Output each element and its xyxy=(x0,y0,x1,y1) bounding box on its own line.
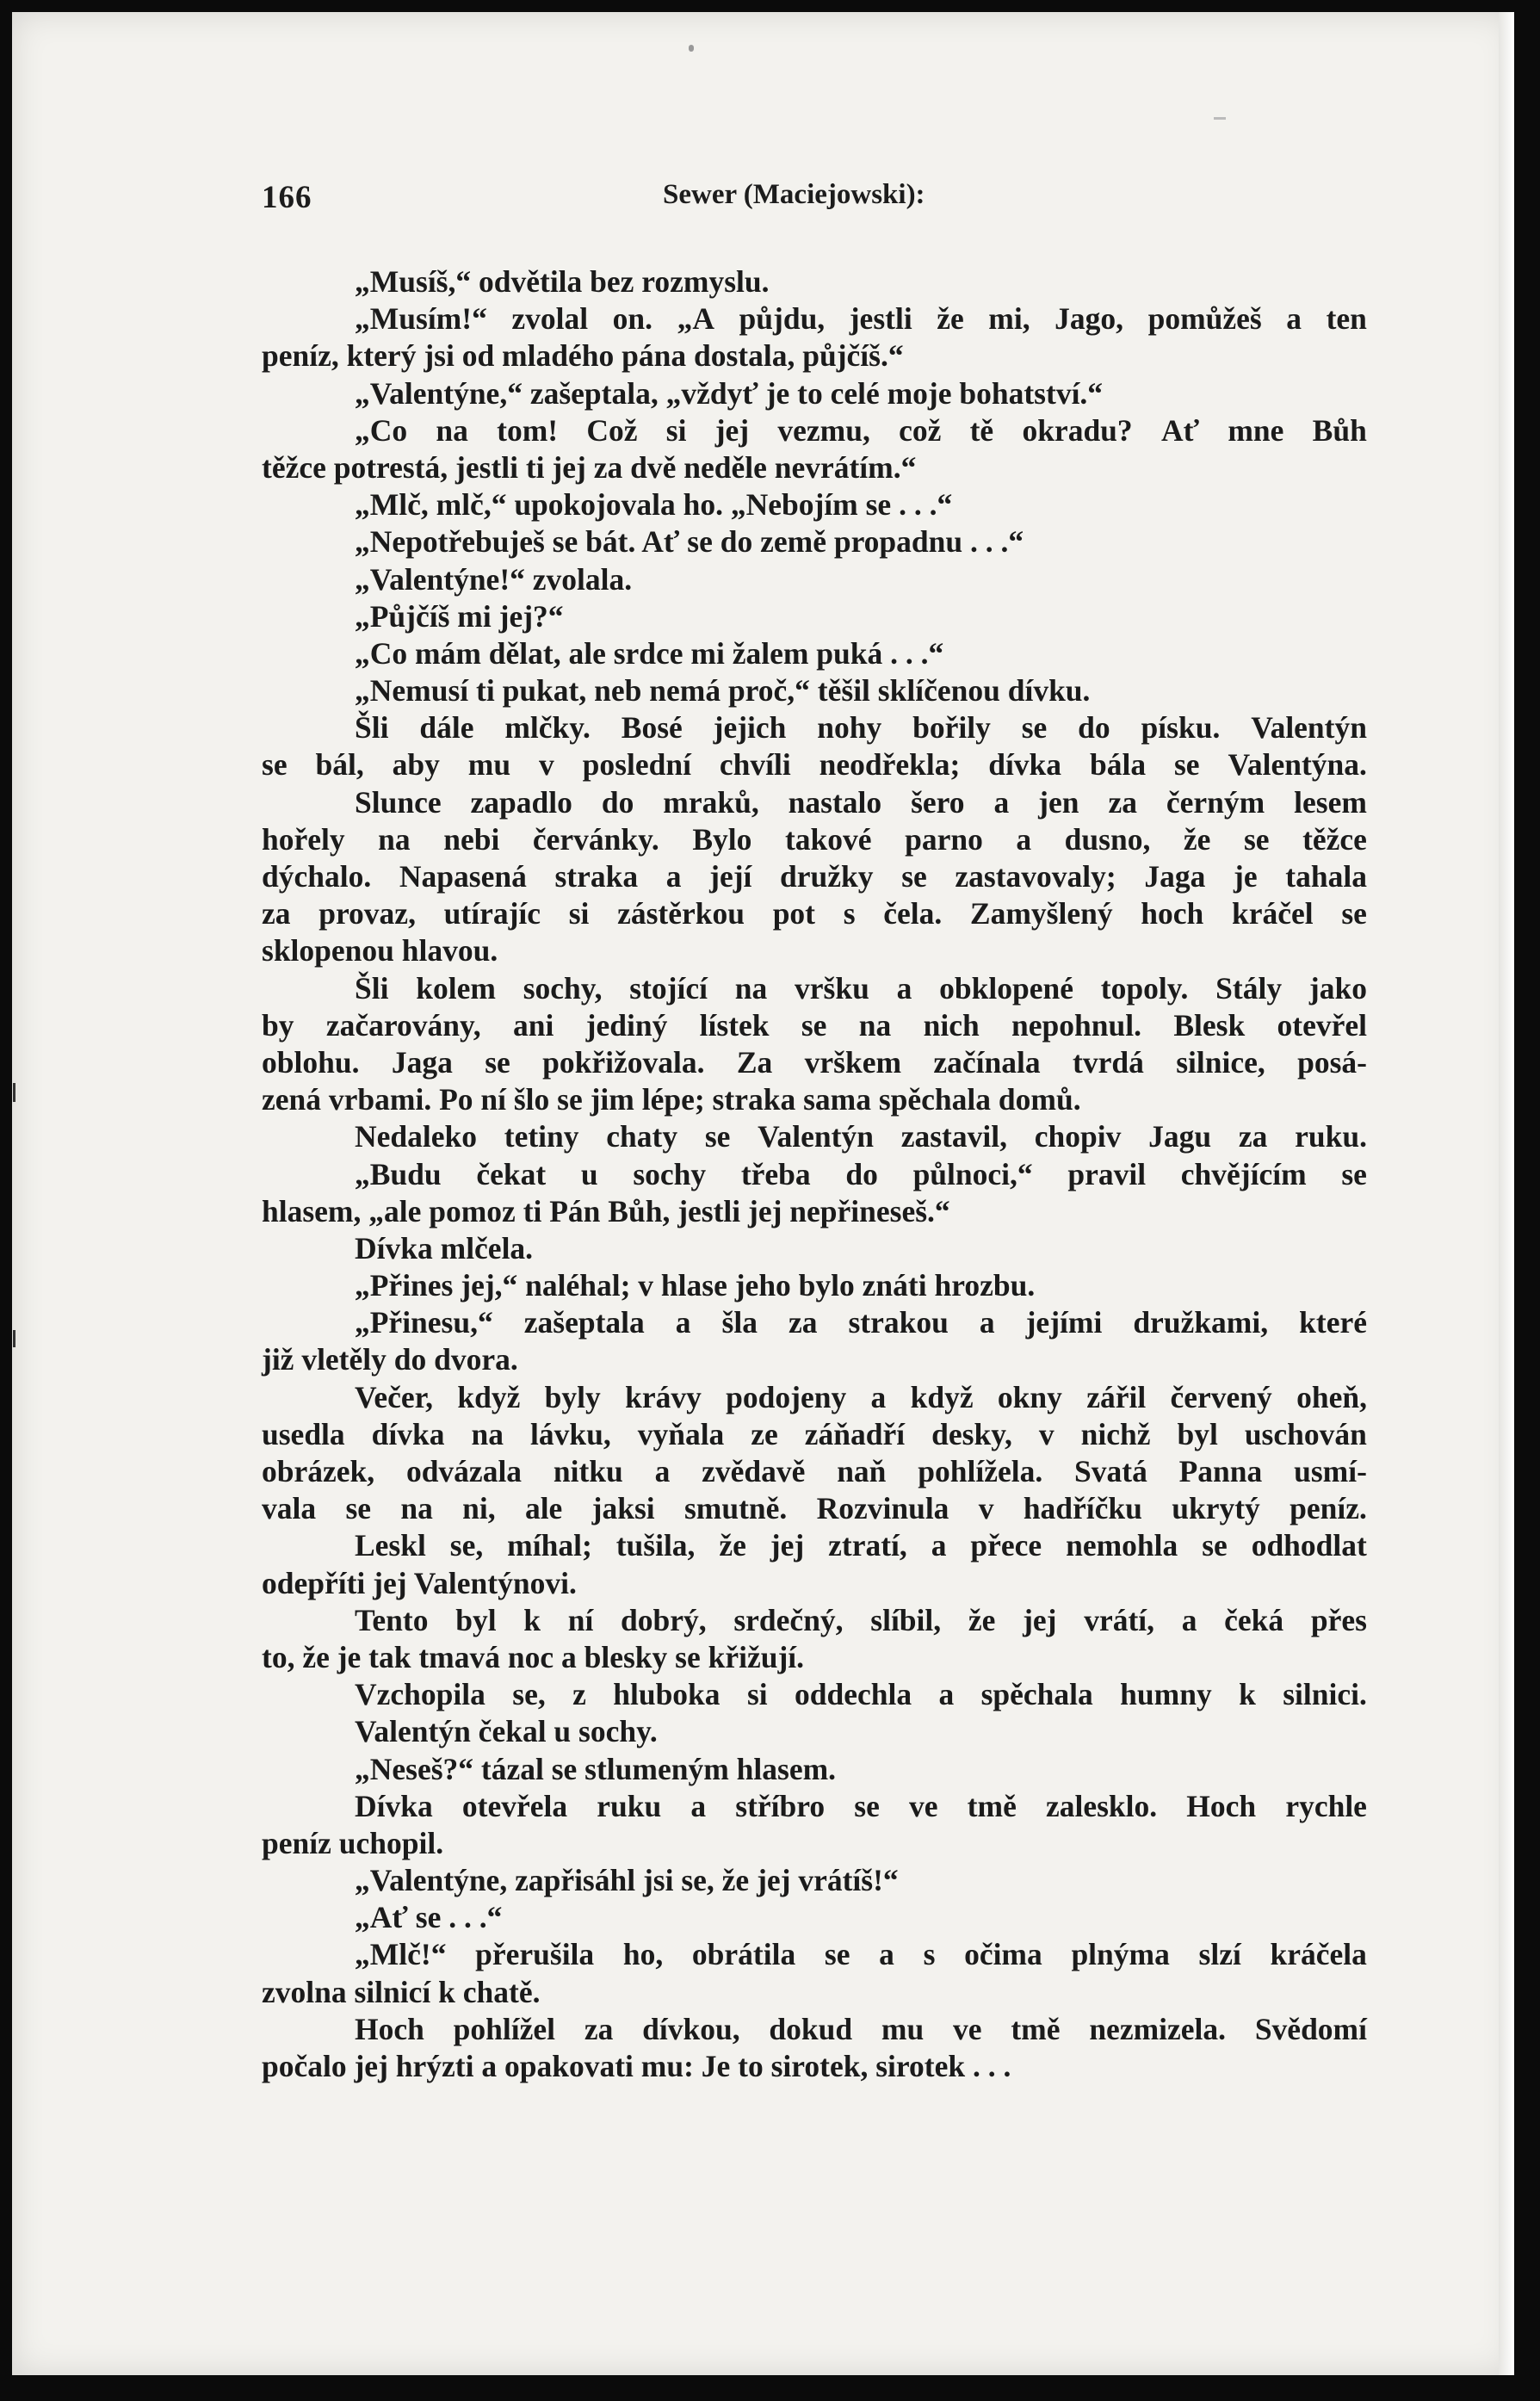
text-line: „Valentýne,“ zašeptala, „vždyť je to celé moje bohatství.“ xyxy=(355,375,1104,411)
scan-mark xyxy=(1214,117,1226,120)
scan-mark xyxy=(13,1083,15,1102)
scan-mark xyxy=(13,1330,15,1347)
text-line: Hoch pohlížel za dívkou, dokud mu ve tmě nezmizela. Svědomí xyxy=(355,2011,1367,2046)
text-line: zvolna silnicí k chatě. xyxy=(262,1974,541,2009)
page-header xyxy=(262,179,1364,222)
text-line: se bál, aby mu v poslední chvíli neodřekla; dívka bála se Valentýna. xyxy=(262,747,1367,783)
text-line: „Ať se . . .“ xyxy=(355,1900,503,1935)
text-line: peníz uchopil. xyxy=(262,1825,444,1860)
text-line: za provaz, utírajíc si zástěrkou pot s čela. Zamyšlený hoch kráčel se xyxy=(262,896,1367,931)
text-line: to, že je tak tmavá noc a blesky se křižují. xyxy=(262,1639,805,1674)
text-line: zená vrbami. Po ní šlo se jim lépe; straka sama spěchala domů. xyxy=(262,1082,1081,1117)
text-line: „Nepotřebuješ se bát. Ať se do země propadnu . . .“ xyxy=(355,524,1024,560)
text-line: hořely na nebi červánky. Bylo takové parno a dusno, že se těžce xyxy=(262,821,1367,857)
text-line: sklopenou hlavou. xyxy=(262,933,498,968)
text-line: by začarovány, ani jediný lístek se na nich nepohnul. Blesk otevřel xyxy=(262,1007,1367,1043)
text-line: „Mlč!“ přerušila ho, obrátila se a s očima plnýma slzí kráčela xyxy=(355,1937,1367,1972)
running-head: Sewer (Maciejowski): xyxy=(663,179,925,210)
text-line: již vletěly do dvora. xyxy=(262,1342,518,1377)
page-number: 166 xyxy=(262,180,312,215)
text-line: peníz, který jsi od mladého pána dostala, půjčíš.“ xyxy=(262,338,904,374)
text-line: „Půjčíš mi jej?“ xyxy=(355,598,564,634)
text-line: vala se na ni, ale jaksi smutně. Rozvinula v hadříčku ukrytý peníz. xyxy=(262,1491,1367,1526)
body-text xyxy=(262,263,1367,2085)
text-line: odepříti jej Valentýnovi. xyxy=(262,1565,577,1600)
text-line: Šli dále mlčky. Bosé jejich nohy bořily se do písku. Valentýn xyxy=(355,710,1367,746)
text-line: dýchalo. Napasená straka a její družky se zastavovaly; Jaga je tahala xyxy=(262,859,1367,894)
text-line: Dívka mlčela. xyxy=(355,1230,534,1265)
text-line: „Mlč, mlč,“ upokojovala ho. „Nebojím se . . .“ xyxy=(355,487,953,523)
text-line: Tento byl k ní dobrý, srdečný, slíbil, že jej vrátí, a čeká přes xyxy=(355,1602,1367,1637)
text-line: „Valentýne, zapřisáhl jsi se, že jej vrátíš!“ xyxy=(355,1863,899,1898)
text-line: Nedaleko tetiny chaty se Valentýn zastavil, chopiv Jagu za ruku. xyxy=(355,1119,1367,1154)
text-line: Vzchopila se, z hluboka si oddechla a spěchala humny k silnici. xyxy=(355,1677,1367,1712)
text-line: „Co mám dělat, ale srdce mi žalem puká . . .“ xyxy=(355,635,944,671)
text-line: hlasem, „ale pomoz ti Pán Bůh, jestli jej nepřineseš.“ xyxy=(262,1193,950,1228)
text-line: oblohu. Jaga se pokřižovala. Za vrškem začínala tvrdá silnice, posá- xyxy=(262,1044,1367,1080)
text-line: usedla dívka na lávku, vyňala ze záňadří desky, v nichž byl uschován xyxy=(262,1416,1367,1451)
text-line: Valentýn čekal u sochy. xyxy=(355,1714,658,1749)
page-edge xyxy=(1499,12,1514,2375)
text-line: „Neseš?“ tázal se stlumeným hlasem. xyxy=(355,1751,837,1786)
text-line: „Přinesu,“ zašeptala a šla za strakou a jejími družkami, které xyxy=(355,1305,1367,1340)
text-line: Večer, když byly krávy podojeny a když okny zářil červený oheň, xyxy=(355,1379,1367,1414)
text-line: „Valentýne!“ zvolala. xyxy=(355,561,633,597)
text-line: Leskl se, míhal; tušila, že jej ztratí, a přece nemohla se odhodlat xyxy=(355,1528,1367,1563)
text-line: Dívka otevřela ruku a stříbro se ve tmě zalesklo. Hoch rychle xyxy=(355,1788,1367,1823)
text-line: „Co na tom! Což si jej vezmu, což tě okradu? Ať mne Bůh xyxy=(355,412,1367,448)
text-line: těžce potrestá, jestli ti jej za dvě neděle nevrátím.“ xyxy=(262,449,917,485)
text-line: obrázek, odvázala nitku a zvědavě naň pohlížela. Svatá Panna usmí- xyxy=(262,1454,1367,1488)
text-line: „Přines jej,“ naléhal; v hlase jeho bylo znáti hrozbu. xyxy=(355,1268,1036,1303)
text-line: „Musím!“ zvolal on. „A půjdu, jestli že mi, Jago, pomůžeš a ten xyxy=(355,301,1367,337)
text-line: „Budu čekat u sochy třeba do půlnoci,“ pravil chvějícím se xyxy=(355,1156,1367,1191)
text-line: Slunce zapadlo do mraků, nastalo šero a jen za černým lesem xyxy=(355,784,1367,820)
text-line: „Musíš,“ odvětila bez rozmyslu. xyxy=(355,264,770,299)
text-line: „Nemusí ti pukat, neb nemá proč,“ těšil sklíčenou dívku. xyxy=(355,673,1091,709)
scan-mark xyxy=(689,45,694,52)
text-line: počalo jej hrýzti a opakovati mu: Je to sirotek, sirotek . . . xyxy=(262,2049,1011,2083)
text-line: Šli kolem sochy, stojící na vršku a obklopené topoly. Stály jako xyxy=(355,970,1367,1006)
